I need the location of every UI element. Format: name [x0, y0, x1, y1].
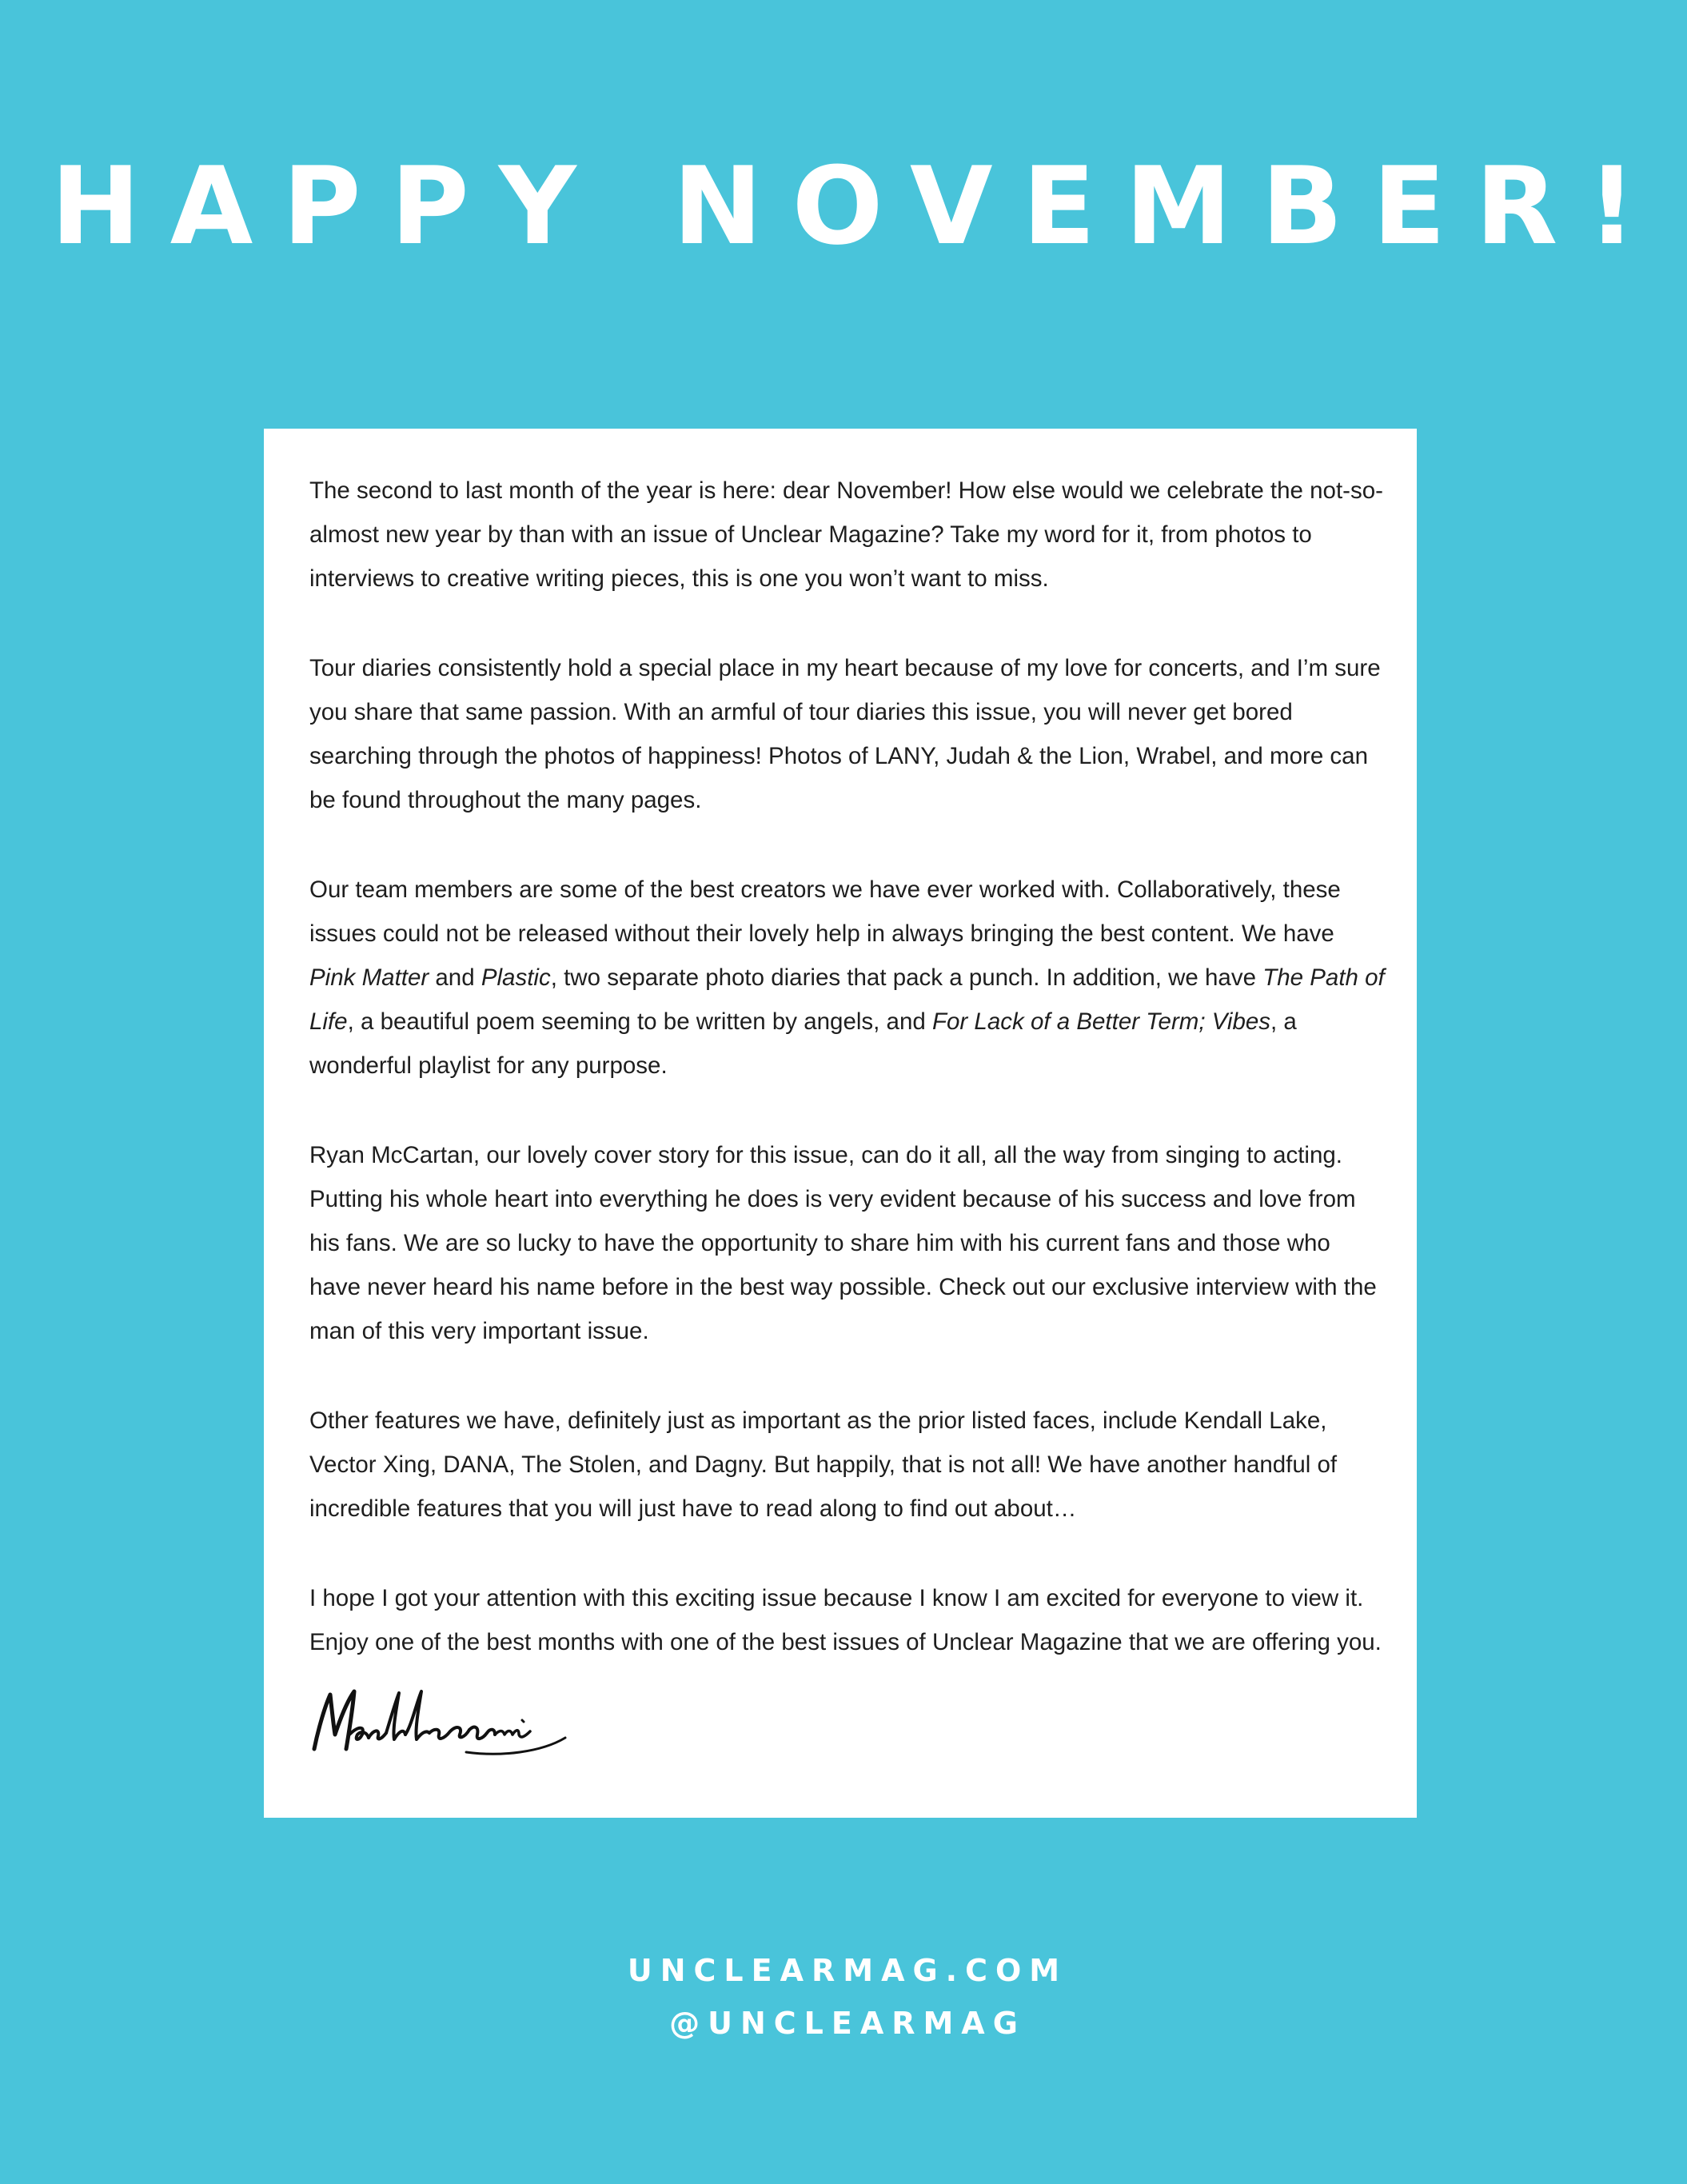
title-vibes: For Lack of a Better Term; Vibes	[931, 1008, 1271, 1035]
team-mid-text-2: , a beautiful poem seeming to be written by angels, and	[347, 1008, 932, 1035]
team-outro-text: , a wonderful playlist for any purpose.	[309, 1008, 1297, 1079]
website-link[interactable]: UNCLEARMAG.COM	[627, 1953, 1068, 1988]
letter-paragraph-closing: I hope I got your attention with this exciting issue because I know I am excited for everyone to view it. Enjoy one of the best months with one of the best issues of Unclear Magazine that we are offering you.	[309, 1585, 1382, 1655]
letter-paragraph-team	[309, 868, 1385, 1088]
team-intro-text: Our team members are some of the best creators we have ever worked with. Collaboratively, these issues could not be released without their lovely help in always bringing the best content. We have	[309, 876, 1341, 947]
letter-paragraph-intro: The second to last month of the year is here: dear November! How else would we celebrate the not-so-almost new year by than with an issue of Unclear Magazine? Take my word for it, from photos to interviews to creative writing pieces, this is one you won’t want to miss.	[309, 477, 1383, 592]
social-handle-link[interactable]: @UNCLEARMAG	[669, 2006, 1026, 2041]
title-pink-matter: Pink Matter	[309, 964, 429, 991]
signature-icon	[309, 1685, 573, 1765]
title-plastic: Plastic	[481, 964, 551, 991]
title-path-of-life: The Path of Life	[309, 964, 1385, 1035]
letter-paragraph-cover-story: Ryan McCartan, our lovely cover story for this issue, can do it all, all the way from singing to acting. Putting his whole heart into everything he does is very evident because of his success and love from his fans. We are so lucky to have the opportunity to share him with his current fans and those who have never heard his name before in the best way possible. Check out our exclusive interview with the man of this very important issue.	[309, 1142, 1377, 1344]
page-title: HAPPY NOVEMBER!	[50, 144, 1666, 269]
letter-paragraph-tour-diaries: Tour diaries consistently hold a special place in my heart because of my love for concerts, and I’m sure you share that same passion. With an armful of tour diaries this issue, you will never get bored searching through the photos of happiness! Photos of LANY, Judah & the Lion, Wrabel, and more can be found throughout the many pages.	[309, 655, 1381, 813]
team-mid-text-1: , two separate photo diaries that pack a punch. In addition, we have	[550, 964, 1263, 991]
editor-letter-card	[264, 429, 1417, 1818]
letter-paragraph-features: Other features we have, definitely just as important as the prior listed faces, include Kendall Lake, Vector Xing, DANA, The Stolen, and Dagny. But happily, that is not all! We have another handful of incredible features that you will just have to read along to find out about…	[309, 1407, 1338, 1522]
team-and-text: and	[429, 964, 481, 991]
